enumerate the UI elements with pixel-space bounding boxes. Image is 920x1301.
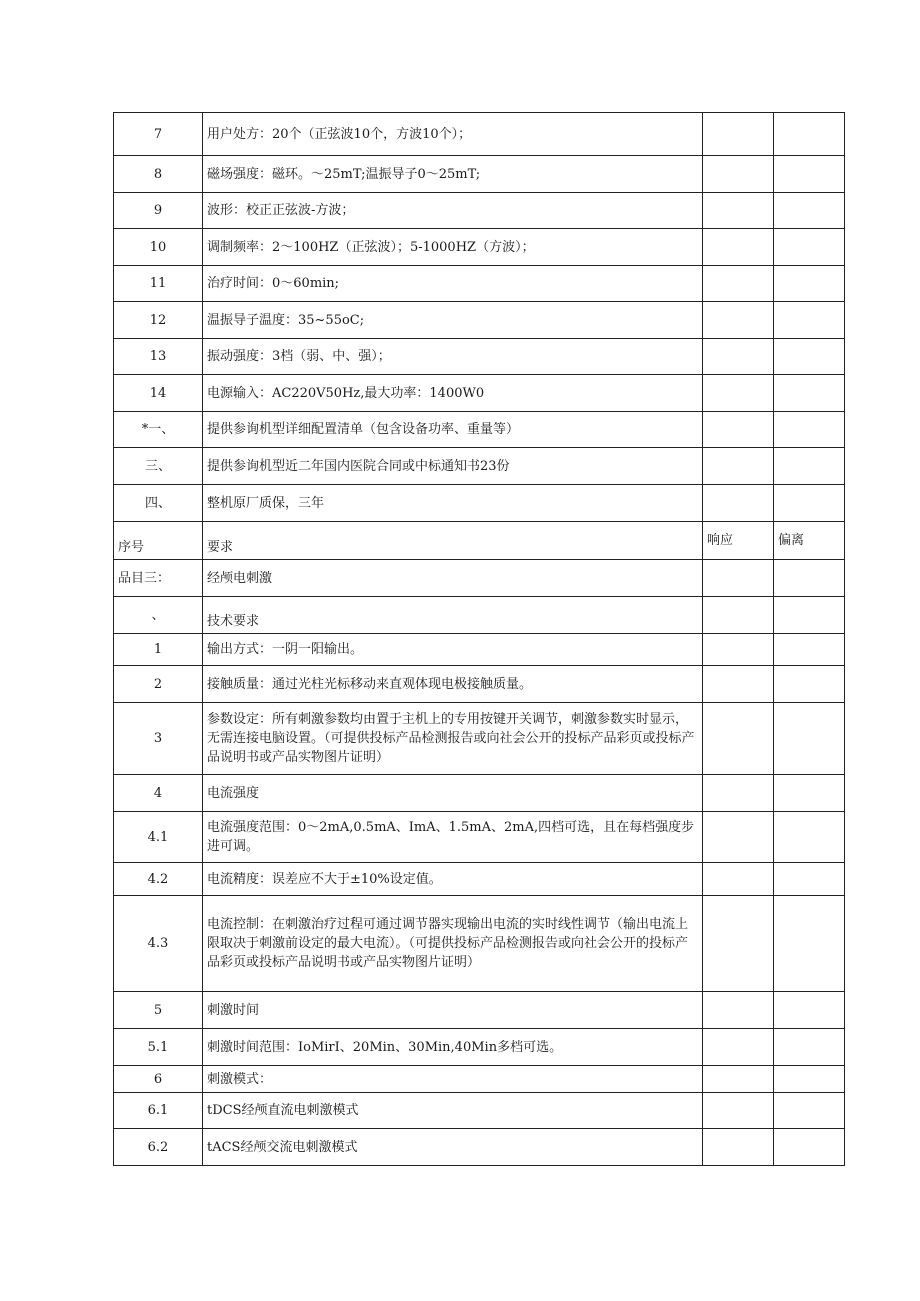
response-cell — [703, 1093, 774, 1129]
table-row — [114, 1029, 845, 1066]
table-row — [114, 229, 845, 266]
deviation-cell — [774, 1029, 845, 1066]
table-row — [114, 896, 845, 992]
table-row — [114, 193, 845, 229]
row-number: 12 — [114, 302, 203, 339]
row-requirement: 电流强度 — [203, 775, 703, 812]
table-row — [114, 266, 845, 302]
response-cell — [703, 896, 774, 992]
row-number: 4.3 — [114, 896, 203, 992]
row-number: 6.2 — [114, 1129, 203, 1166]
deviation-cell — [774, 113, 845, 156]
table-row — [114, 156, 845, 193]
row-requirement: 整机原厂质保，三年 — [203, 485, 703, 522]
table-row — [114, 775, 845, 812]
response-cell — [703, 703, 774, 775]
table-row — [114, 992, 845, 1029]
response-cell — [703, 448, 774, 485]
deviation-cell — [774, 375, 845, 412]
deviation-cell — [774, 193, 845, 229]
row-requirement: 刺激时间范围：IoMirI、20Min、30Min,40Min多档可选。 — [203, 1029, 703, 1066]
deviation-cell — [774, 863, 845, 896]
row-requirement: 用户处方：20个（正弦波10个，方波10个）； — [203, 113, 703, 156]
deviation-cell — [774, 485, 845, 522]
table-row — [114, 412, 845, 448]
table-row — [114, 812, 845, 863]
row-requirement: 调制频率：2～100HZ（正弦波）；5-1000HZ（方波）； — [203, 229, 703, 266]
row-number: 13 — [114, 339, 203, 375]
deviation-cell — [774, 597, 845, 634]
response-cell — [703, 1129, 774, 1166]
header-requirement: 要求 — [203, 522, 703, 560]
row-requirement: 刺激模式： — [203, 1066, 703, 1093]
deviation-cell — [774, 775, 845, 812]
deviation-cell — [774, 560, 845, 597]
deviation-cell — [774, 896, 845, 992]
deviation-cell — [774, 302, 845, 339]
response-cell — [703, 113, 774, 156]
row-requirement: 温振导子温度：35~55oC; — [203, 302, 703, 339]
row-number: 7 — [114, 113, 203, 156]
deviation-cell — [774, 634, 845, 666]
deviation-cell — [774, 992, 845, 1029]
deviation-cell — [774, 666, 845, 703]
row-requirement: 接触质量：通过光柱光标移动来直观体现电极接触质量。 — [203, 666, 703, 703]
response-cell — [703, 375, 774, 412]
deviation-cell — [774, 1093, 845, 1129]
row-number: 3 — [114, 703, 203, 775]
row-number: 2 — [114, 666, 203, 703]
row-number: 6.1 — [114, 1093, 203, 1129]
deviation-cell — [774, 266, 845, 302]
row-number: 四、 — [114, 485, 203, 522]
row-requirement: 波形：校正正弦波-方波； — [203, 193, 703, 229]
row-requirement: 提供参询机型详细配置清单（包含设备功率、重量等） — [203, 412, 703, 448]
table-row — [114, 448, 845, 485]
response-cell — [703, 485, 774, 522]
table-row — [114, 113, 845, 156]
response-cell — [703, 560, 774, 597]
response-cell — [703, 992, 774, 1029]
header-deviation: 偏离 — [774, 522, 845, 560]
table-row — [114, 1093, 845, 1129]
table-row — [114, 1066, 845, 1093]
section-row — [114, 560, 845, 597]
response-cell — [703, 302, 774, 339]
section-number: 品目三： — [114, 560, 203, 597]
table-row — [114, 375, 845, 412]
row-number: 5 — [114, 992, 203, 1029]
row-requirement: 技术要求 — [203, 597, 703, 634]
deviation-cell — [774, 229, 845, 266]
row-requirement: 电流精度：误差应不大于±10%设定值。 — [203, 863, 703, 896]
response-cell — [703, 634, 774, 666]
row-number: 6 — [114, 1066, 203, 1093]
row-requirement: 电流控制：在刺激治疗过程可通过调节器实现输出电流的实时线性调节（输出电流上限取决于刺激前设定的最大电流）。（可提供投标产品检测报告或向社会公开的投标产品彩页或投标产品说明书或产品实物图片证明） — [203, 896, 703, 992]
row-number: 1 — [114, 634, 203, 666]
deviation-cell — [774, 339, 845, 375]
response-cell — [703, 193, 774, 229]
row-requirement: tDCS经颅直流电刺激模式 — [203, 1093, 703, 1129]
row-number: 、 — [114, 597, 203, 634]
deviation-cell — [774, 703, 845, 775]
response-cell — [703, 1029, 774, 1066]
deviation-cell — [774, 412, 845, 448]
row-number: 三、 — [114, 448, 203, 485]
response-cell — [703, 666, 774, 703]
response-cell — [703, 1066, 774, 1093]
row-requirement: 振动强度：3档（弱、中、强）； — [203, 339, 703, 375]
deviation-cell — [774, 812, 845, 863]
row-requirement: 参数设定：所有刺激参数均由置于主机上的专用按键开关调节，刺激参数实时显示，无需连接电脑设置。（可提供投标产品检测报告或向社会公开的投标产品彩页或投标产品说明书或产品实物图片证明） — [203, 703, 703, 775]
response-cell — [703, 812, 774, 863]
row-number: *一、 — [114, 412, 203, 448]
table-row — [114, 634, 845, 666]
row-number: 14 — [114, 375, 203, 412]
table-row — [114, 703, 845, 775]
deviation-cell — [774, 448, 845, 485]
row-number: 9 — [114, 193, 203, 229]
header-response: 响应 — [703, 522, 774, 560]
response-cell — [703, 266, 774, 302]
row-requirement: 提供参询机型近二年国内医院合同或中标通知书23份 — [203, 448, 703, 485]
row-requirement: tACS经颅交流电刺激模式 — [203, 1129, 703, 1166]
row-number: 4.2 — [114, 863, 203, 896]
table-row — [114, 863, 845, 896]
row-requirement: 刺激时间 — [203, 992, 703, 1029]
row-number: 8 — [114, 156, 203, 193]
response-cell — [703, 156, 774, 193]
row-number: 11 — [114, 266, 203, 302]
table-row — [114, 666, 845, 703]
row-number: 4.1 — [114, 812, 203, 863]
response-cell — [703, 412, 774, 448]
row-requirement: 输出方式：一阴一阳输出。 — [203, 634, 703, 666]
row-requirement: 磁场强度：磁环。～25mT;温振导子0～25mT; — [203, 156, 703, 193]
table-row — [114, 597, 845, 634]
deviation-cell — [774, 1129, 845, 1166]
section-title: 经颅电刺激 — [203, 560, 703, 597]
specification-table — [113, 112, 845, 1166]
row-requirement: 治疗时间：0～60min; — [203, 266, 703, 302]
response-cell — [703, 775, 774, 812]
row-number: 10 — [114, 229, 203, 266]
table-row — [114, 339, 845, 375]
header-row — [114, 522, 845, 560]
response-cell — [703, 597, 774, 634]
deviation-cell — [774, 156, 845, 193]
response-cell — [703, 229, 774, 266]
table-row — [114, 302, 845, 339]
row-requirement: 电流强度范围：0～2mA,0.5mA、ImA、1.5mA、2mA,四档可选，且在每档强度步进可调。 — [203, 812, 703, 863]
row-requirement: 电源输入：AC220V50Hz,最大功率：1400W0 — [203, 375, 703, 412]
table-row — [114, 1129, 845, 1166]
header-number: 序号 — [114, 522, 203, 560]
deviation-cell — [774, 1066, 845, 1093]
table-row — [114, 485, 845, 522]
row-number: 4 — [114, 775, 203, 812]
response-cell — [703, 339, 774, 375]
response-cell — [703, 863, 774, 896]
row-number: 5.1 — [114, 1029, 203, 1066]
